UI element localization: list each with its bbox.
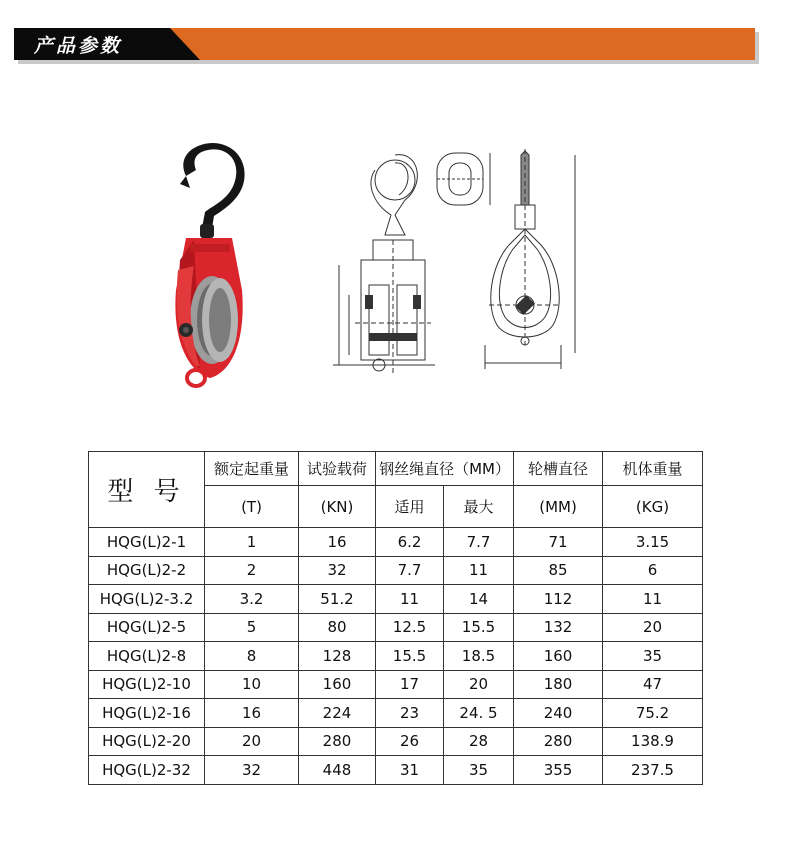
cell-max: 18.5 — [444, 642, 514, 671]
cell-fit: 11 — [376, 585, 444, 614]
cell-test: 160 — [299, 670, 376, 699]
cell-groove: 180 — [514, 670, 603, 699]
cell-groove: 240 — [514, 699, 603, 728]
body-weight-unit: (KG) — [603, 486, 703, 528]
cell-weight: 35 — [603, 642, 703, 671]
cell-test: 32 — [299, 556, 376, 585]
cell-max: 15.5 — [444, 613, 514, 642]
table-row — [89, 585, 703, 614]
cell-test: 224 — [299, 699, 376, 728]
rope-fit-header: 适用 — [376, 486, 444, 528]
cell-max: 14 — [444, 585, 514, 614]
cell-load: 5 — [205, 613, 299, 642]
table-row — [89, 556, 703, 585]
cell-load: 1 — [205, 528, 299, 557]
model-header: 型 号 — [89, 452, 205, 528]
groove-unit: (MM) — [514, 486, 603, 528]
groove-diameter-header: 轮槽直径 — [514, 452, 603, 486]
cell-fit: 31 — [376, 756, 444, 785]
cell-test: 128 — [299, 642, 376, 671]
cell-model: HQG(L)2-2 — [89, 556, 205, 585]
cell-model: HQG(L)2-16 — [89, 699, 205, 728]
cell-groove: 71 — [514, 528, 603, 557]
cell-weight: 6 — [603, 556, 703, 585]
cell-weight: 75.2 — [603, 699, 703, 728]
cell-weight: 47 — [603, 670, 703, 699]
table-row — [89, 699, 703, 728]
cell-model: HQG(L)2-10 — [89, 670, 205, 699]
cell-test: 80 — [299, 613, 376, 642]
cell-weight: 3.15 — [603, 528, 703, 557]
cell-model: HQG(L)2-8 — [89, 642, 205, 671]
table-header-row-1 — [89, 452, 703, 486]
cell-load: 20 — [205, 727, 299, 756]
cell-groove: 85 — [514, 556, 603, 585]
cell-groove: 160 — [514, 642, 603, 671]
cell-load: 32 — [205, 756, 299, 785]
cell-max: 28 — [444, 727, 514, 756]
section-title: 产品参数 — [34, 35, 123, 57]
cell-fit: 26 — [376, 727, 444, 756]
cell-model: HQG(L)2-32 — [89, 756, 205, 785]
cell-load: 8 — [205, 642, 299, 671]
table-row — [89, 528, 703, 557]
cell-max: 20 — [444, 670, 514, 699]
test-load-unit: (KN) — [299, 486, 376, 528]
product-photo — [150, 140, 260, 390]
cell-model: HQG(L)2-3.2 — [89, 585, 205, 614]
cell-max: 35 — [444, 756, 514, 785]
cell-weight: 11 — [603, 585, 703, 614]
cell-weight: 237.5 — [603, 756, 703, 785]
cell-test: 51.2 — [299, 585, 376, 614]
cell-groove: 355 — [514, 756, 603, 785]
rope-diameter-header: 钢丝绳直径（MM） — [376, 452, 514, 486]
side-view-drawing — [475, 145, 585, 385]
section-banner — [14, 28, 755, 60]
cell-groove: 280 — [514, 727, 603, 756]
body-weight-header: 机体重量 — [603, 452, 703, 486]
table-row — [89, 727, 703, 756]
cell-fit: 6.2 — [376, 528, 444, 557]
cell-load: 3.2 — [205, 585, 299, 614]
cell-max: 24. 5 — [444, 699, 514, 728]
cell-model: HQG(L)2-5 — [89, 613, 205, 642]
rated-load-unit: (T) — [205, 486, 299, 528]
cell-test: 280 — [299, 727, 376, 756]
table-row — [89, 670, 703, 699]
cell-fit: 15.5 — [376, 642, 444, 671]
cell-test: 16 — [299, 528, 376, 557]
cell-load: 10 — [205, 670, 299, 699]
table-row — [89, 756, 703, 785]
table-row — [89, 642, 703, 671]
cell-groove: 132 — [514, 613, 603, 642]
cell-max: 11 — [444, 556, 514, 585]
cell-groove: 112 — [514, 585, 603, 614]
cell-fit: 17 — [376, 670, 444, 699]
cell-fit: 23 — [376, 699, 444, 728]
cell-test: 448 — [299, 756, 376, 785]
cell-weight: 20 — [603, 613, 703, 642]
cell-model: HQG(L)2-20 — [89, 727, 205, 756]
spec-table — [88, 451, 703, 785]
test-load-header: 试验载荷 — [299, 452, 376, 486]
table-row — [89, 613, 703, 642]
cell-fit: 7.7 — [376, 556, 444, 585]
cell-max: 7.7 — [444, 528, 514, 557]
cell-load: 16 — [205, 699, 299, 728]
cell-weight: 138.9 — [603, 727, 703, 756]
rated-load-header: 额定起重量 — [205, 452, 299, 486]
rope-max-header: 最大 — [444, 486, 514, 528]
cell-load: 2 — [205, 556, 299, 585]
cell-model: HQG(L)2-1 — [89, 528, 205, 557]
cell-fit: 12.5 — [376, 613, 444, 642]
